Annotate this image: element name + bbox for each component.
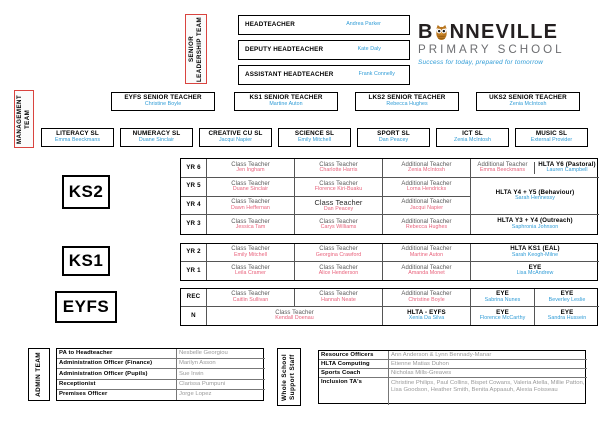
subject-lead-creative-name: Jacqui Napier bbox=[218, 137, 253, 144]
ks2-yr3-label: YR 3 bbox=[186, 220, 201, 228]
ks2-yr6-teacher4[interactable] bbox=[471, 162, 535, 174]
subject-lead-literacy-title: LITERACY SL bbox=[56, 130, 99, 138]
admin-row-role bbox=[57, 380, 177, 390]
eyfs-rec-eye1-name: Sabrina Nunes bbox=[484, 296, 521, 303]
subject-lead-sport-name: Dan Peacey bbox=[378, 137, 409, 144]
ks2-yr4-teacher2-role: Class Teacher bbox=[314, 197, 363, 207]
management-team-text: MANAGEMENT TEAM bbox=[16, 94, 31, 144]
support-role-2: Sports Coach bbox=[321, 369, 361, 376]
support-name-3: Christine Philips, Paul Collins, Bispet Cowans, Valeria Atella, Millie Patton, Lisa Goodson, Heather Smith, Benita Appaauh, Alexia Foisseau bbox=[391, 380, 585, 393]
support-role-0: Resource Officers bbox=[321, 351, 374, 358]
eyfs-nursery-label: N bbox=[191, 311, 196, 319]
ks2-yr6-teacher1-role: Class Teacher bbox=[231, 161, 270, 168]
ks1-yr1-teacher1-name: Leila Cramer bbox=[235, 270, 266, 277]
eyfs-rec-teacher1[interactable] bbox=[207, 289, 295, 307]
admin-name-0: Nesbelle Georgiou bbox=[179, 350, 228, 357]
subject-lead-creative[interactable] bbox=[199, 128, 272, 147]
subject-lead-sport[interactable] bbox=[357, 128, 430, 147]
eyfs-rec-teacher1-role: Class Teacher bbox=[231, 291, 270, 298]
senior-teacher-uks2[interactable] bbox=[476, 92, 580, 111]
ks1-yr1-eye-role: EYE bbox=[528, 263, 542, 271]
logo-wordmark: B NNEVILLE bbox=[418, 21, 559, 43]
eyfs-nursery-eye2-role: EYE bbox=[560, 308, 574, 316]
ks2-yr4-teacher2-name: Dan Peacey bbox=[323, 205, 354, 212]
support-row-name bbox=[389, 378, 587, 405]
ks1-grid bbox=[180, 243, 598, 281]
ks2-yr6-teacher3-name: Zenia McIntosh bbox=[408, 167, 445, 174]
eyfs-nursery-eye2[interactable] bbox=[535, 307, 599, 325]
subject-lead-music-name: External Provider bbox=[530, 137, 573, 144]
subject-lead-creative-title: CREATIVE CU SL bbox=[208, 130, 263, 138]
senior-teacher-lks2[interactable] bbox=[355, 92, 459, 111]
ks2-hlta-y4-y5-role: HLTA Y4 + Y5 (Behaviour) bbox=[495, 188, 575, 196]
admin-row-name bbox=[177, 390, 265, 400]
ks2-yr6-teacher2-role: Class Teacher bbox=[319, 161, 358, 168]
eyfs-nursery-eye1-role: EYE bbox=[496, 308, 509, 316]
senior-leadership-team-text: SENIOR LEADERSHIP TEAM bbox=[188, 16, 203, 82]
headteacher-name: Andrea Parker bbox=[346, 21, 381, 28]
ks1-yr1-teacher1-role: Class Teacher bbox=[231, 264, 270, 271]
subject-lead-sport-title: SPORT SL bbox=[377, 130, 410, 138]
ks2-hlta-y4-y5[interactable] bbox=[471, 178, 599, 216]
stage-tag-ks2-text: KS2 bbox=[68, 182, 104, 201]
school-logo bbox=[418, 22, 588, 66]
ks2-yr5-teacher1-role: Class Teacher bbox=[231, 180, 270, 187]
admin-team-label bbox=[28, 348, 50, 401]
support-staff-label bbox=[277, 348, 301, 406]
admin-row-name bbox=[177, 359, 265, 369]
ks2-yr3-teacher1-role: Class Teacher bbox=[231, 218, 270, 225]
senior-teacher-eyfs-name: Christine Boyle bbox=[144, 101, 182, 108]
eyfs-rec-eye1[interactable] bbox=[471, 289, 535, 307]
ks1-row-yr1-year bbox=[181, 262, 207, 280]
admin-role-2: Administration Officer (Pupils) bbox=[59, 370, 148, 377]
ks2-row-yr3-year bbox=[181, 215, 207, 234]
eyfs-rec-label: REC bbox=[186, 293, 201, 301]
support-role-1: HLTA Computing bbox=[321, 360, 370, 367]
admin-name-4: Jorge Lopez bbox=[179, 391, 212, 398]
ks1-yr2-teacher3[interactable] bbox=[383, 244, 471, 262]
admin-table bbox=[56, 348, 264, 401]
ks2-row-yr4-year bbox=[181, 197, 207, 216]
ks1-yr2-teacher3-name: Martine Auton bbox=[409, 251, 444, 258]
ks2-yr6-hlta[interactable] bbox=[535, 162, 599, 174]
stage-tag-eyfs-text: EYFS bbox=[62, 297, 110, 316]
subject-lead-numeracy[interactable] bbox=[120, 128, 193, 147]
ks2-yr3-teacher2-name: Carys Williams bbox=[320, 224, 357, 230]
ks2-hlta-y3-y4[interactable] bbox=[471, 215, 599, 234]
ks1-yr2-teacher2-role: Class Teacher bbox=[319, 246, 358, 253]
eyfs-rec-teacher2-role: Class Teacher bbox=[319, 291, 358, 298]
eyfs-nursery-eye2-name: Sandra Hussein bbox=[547, 315, 587, 322]
ks2-yr3-teacher1[interactable] bbox=[207, 215, 295, 234]
ks2-yr4-teacher1-name: Dawn Heffernan bbox=[231, 204, 270, 211]
eyfs-nursery-hlta[interactable] bbox=[383, 307, 471, 325]
eyfs-nursery-eye1[interactable] bbox=[471, 307, 535, 325]
ks2-hlta-y3-y4-name: Saphronia Johnson bbox=[511, 224, 559, 231]
support-name-2: Nicholas Mills-Greaves bbox=[391, 369, 452, 376]
ks2-yr5-teacher2[interactable] bbox=[295, 178, 383, 197]
ks2-yr5-teacher3-role: Additional Teacher bbox=[401, 180, 452, 187]
ks2-yr6-extra[interactable] bbox=[471, 159, 599, 178]
ks2-yr6-hlta-role: HLTA Y6 (Pastoral) bbox=[538, 160, 596, 168]
ks2-yr3-teacher1-name: Jessica Tam bbox=[235, 224, 266, 230]
ks2-yr5-teacher3-name: Lorna Hendricks bbox=[406, 186, 447, 192]
ks1-yr1-teacher3-role: Additional Teacher bbox=[401, 264, 452, 271]
owl-icon bbox=[434, 24, 449, 41]
ks2-yr3-teacher2[interactable] bbox=[295, 215, 383, 234]
admin-row-role bbox=[57, 359, 177, 369]
deputy-headteacher-name: Kate Daly bbox=[357, 46, 381, 53]
ks1-yr2-teacher1[interactable] bbox=[207, 244, 295, 262]
ks2-yr3-teacher2-role: Class Teacher bbox=[319, 218, 358, 225]
support-row-role bbox=[319, 369, 389, 378]
senior-teacher-lks2-title: LKS2 SENIOR TEACHER bbox=[368, 94, 446, 102]
ks2-yr4-teacher3-role: Additional Teacher bbox=[401, 199, 452, 206]
eyfs-rec-eye1-role: EYE bbox=[496, 290, 509, 298]
subject-lead-science-title: SCIENCE SL bbox=[294, 130, 335, 138]
subject-lead-ict-name: Zenia McIntosh bbox=[454, 137, 491, 144]
ks1-yr1-teacher2-name: Alice Henderson bbox=[318, 270, 359, 277]
stage-tag-ks1 bbox=[62, 246, 110, 276]
senior-teacher-ks1-title: KS1 SENIOR TEACHER bbox=[249, 94, 323, 102]
support-row-role bbox=[319, 360, 389, 369]
subject-lead-literacy[interactable] bbox=[41, 128, 114, 147]
ks1-yr1-teacher1[interactable] bbox=[207, 262, 295, 280]
subject-lead-ict-title: ICT SL bbox=[462, 130, 483, 138]
admin-row-name bbox=[177, 369, 265, 379]
eyfs-rec-eye2[interactable] bbox=[535, 289, 599, 307]
ks2-hlta-y3-y4-role: HLTA Y3 + Y4 (Outreach) bbox=[497, 217, 573, 225]
ks1-yr2-hlta-name: Sarah Keogh-Milne bbox=[511, 251, 559, 258]
ks2-yr4-teacher1[interactable] bbox=[207, 197, 295, 216]
eyfs-rec-eye2-name: Beverley Leslie bbox=[548, 296, 586, 303]
eyfs-nursery-eye1-name: Florence McCarthy bbox=[479, 315, 526, 322]
ks2-hlta-y4-y5-name: Sarah Hennessy bbox=[515, 195, 555, 202]
ks1-yr1-teacher3[interactable] bbox=[383, 262, 471, 280]
admin-row-role bbox=[57, 349, 177, 359]
ks1-yr2-teacher3-role: Additional Teacher bbox=[401, 246, 452, 253]
logo-tagline: Success for today, prepared for tomorrow bbox=[418, 58, 544, 66]
ks2-yr6-teacher1-name: Jen Ingham bbox=[236, 167, 265, 174]
senior-teacher-uks2-title: UKS2 SENIOR TEACHER bbox=[489, 94, 567, 102]
support-row-role bbox=[319, 351, 389, 360]
eyfs-rec-teacher3-name: Christine Boyle bbox=[408, 296, 445, 303]
senior-teacher-uks2-name: Zenia McIntosh bbox=[509, 101, 547, 108]
ks1-row-yr2-year bbox=[181, 244, 207, 262]
admin-row-name bbox=[177, 380, 265, 390]
support-row-role bbox=[319, 378, 389, 405]
support-row-name bbox=[389, 360, 587, 369]
ks1-yr2-teacher2[interactable] bbox=[295, 244, 383, 262]
senior-teacher-lks2-name: Rebecca Hughes bbox=[386, 101, 428, 108]
ks2-yr4-teacher3[interactable] bbox=[383, 197, 471, 216]
role-box-headteacher[interactable] bbox=[238, 15, 410, 35]
ks1-yr2-teacher2-name: Georgina Crawford bbox=[315, 251, 362, 258]
ks2-row-yr5-year bbox=[181, 178, 207, 197]
ks2-row-yr6-year bbox=[181, 159, 207, 178]
ks1-yr2-hlta[interactable] bbox=[471, 244, 599, 262]
eyfs-nursery-teacher[interactable] bbox=[207, 307, 383, 325]
ks2-yr5-teacher2-name: Florence Kiri-Buaku bbox=[314, 186, 363, 192]
management-team-label bbox=[14, 90, 34, 148]
senior-leadership-team-label bbox=[185, 14, 207, 84]
stage-tag-eyfs bbox=[55, 291, 117, 323]
ks2-yr6-teacher4-name: Emma Beeckmans bbox=[479, 167, 526, 174]
ks1-yr2-teacher1-name: Emily Mitchell bbox=[233, 251, 268, 258]
subject-lead-ict[interactable] bbox=[436, 128, 509, 147]
ks1-yr2-teacher1-role: Class Teacher bbox=[231, 246, 270, 253]
support-name-0: Ann Anderson & Lynn Bennady-Manar bbox=[391, 351, 492, 358]
eyfs-grid bbox=[180, 288, 598, 326]
senior-teacher-ks1-name: Martine Auton bbox=[269, 101, 303, 108]
ks2-yr4-teacher3-name: Jacqui Napier bbox=[409, 204, 444, 211]
eyfs-rec-teacher1-name: Caitlin Sullivan bbox=[232, 296, 269, 303]
ks2-yr6-teacher1[interactable] bbox=[207, 159, 295, 178]
senior-teacher-eyfs-title: EYFS SENIOR TEACHER bbox=[124, 94, 202, 102]
admin-row-name bbox=[177, 349, 265, 359]
eyfs-nursery-hlta-name: Xenia Da Silva bbox=[408, 315, 445, 322]
eyfs-rec-teacher2[interactable] bbox=[295, 289, 383, 307]
ks1-yr2-label: YR 2 bbox=[186, 248, 201, 256]
admin-role-0: PA to Headteacher bbox=[59, 350, 113, 357]
ks1-yr1-teacher2-role: Class Teacher bbox=[319, 264, 358, 271]
ks2-yr6-teacher2[interactable] bbox=[295, 159, 383, 178]
ks1-yr1-teacher3-name: Amanda Monet bbox=[408, 270, 445, 277]
subject-lead-literacy-name: Emma Beeckmans bbox=[54, 137, 101, 144]
ks1-yr2-hlta-role: HLTA KS1 (EAL) bbox=[510, 245, 560, 253]
ks1-yr1-eye-name: Lisa McAndrew bbox=[516, 270, 554, 277]
subject-lead-science[interactable] bbox=[278, 128, 351, 147]
admin-role-3: Receptionist bbox=[59, 380, 96, 387]
ks2-yr5-teacher1[interactable] bbox=[207, 178, 295, 197]
eyfs-nursery-teacher-name: Kendall Doenau bbox=[275, 315, 314, 322]
eyfs-nursery-hlta-role: HLTA - EYFS bbox=[407, 308, 446, 316]
eyfs-row-nursery-year bbox=[181, 307, 207, 325]
eyfs-rec-teacher3-role: Additional Teacher bbox=[401, 291, 452, 298]
support-staff-table bbox=[318, 350, 586, 404]
assistant-headteacher-name: Frank Connelly bbox=[358, 71, 395, 78]
ks2-yr6-teacher3[interactable] bbox=[383, 159, 471, 178]
ks2-yr5-teacher1-name: Duane Sinclair bbox=[232, 186, 269, 192]
support-row-name bbox=[389, 369, 587, 378]
eyfs-rec-eye2-role: EYE bbox=[560, 290, 574, 298]
ks2-yr6-teacher2-name: Charlotte Harris bbox=[319, 167, 358, 174]
admin-row-role bbox=[57, 369, 177, 379]
subject-lead-numeracy-name: Duane Sinclair bbox=[138, 137, 175, 144]
admin-name-3: Clarissa Pumpuni bbox=[179, 380, 226, 387]
eyfs-rec-teacher2-name: Hannah Neate bbox=[321, 296, 356, 303]
ks2-yr3-teacher3[interactable] bbox=[383, 215, 471, 234]
ks1-yr1-label: YR 1 bbox=[186, 266, 201, 274]
admin-team-text: ADMIN TEAM bbox=[35, 352, 42, 397]
admin-name-1: Marilyn Asson bbox=[179, 360, 216, 367]
stage-tag-ks2 bbox=[62, 175, 110, 209]
ks2-yr5-label: YR 5 bbox=[186, 182, 201, 190]
senior-teacher-eyfs[interactable] bbox=[111, 92, 215, 111]
assistant-headteacher-title: ASSISTANT HEADTEACHER bbox=[245, 70, 334, 78]
deputy-headteacher-title: DEPUTY HEADTEACHER bbox=[245, 45, 324, 53]
stage-tag-ks1-text: KS1 bbox=[68, 251, 104, 270]
ks2-grid bbox=[180, 158, 598, 235]
admin-name-2: Sue Irwin bbox=[179, 370, 204, 377]
admin-role-1: Administration Officer (Finance) bbox=[59, 360, 153, 367]
support-role-3: Inclusion TA's bbox=[321, 379, 362, 385]
ks2-yr4-teacher2[interactable] bbox=[295, 197, 383, 216]
ks1-yr1-eye[interactable] bbox=[471, 262, 599, 280]
senior-teacher-ks1[interactable] bbox=[234, 92, 338, 111]
subject-lead-science-name: Emily Mitchell bbox=[297, 137, 332, 144]
ks2-yr6-teacher4-role: Additional Teacher bbox=[477, 161, 528, 168]
ks2-yr5-teacher3[interactable] bbox=[383, 178, 471, 197]
subject-lead-music-title: MUSIC SL bbox=[535, 130, 568, 138]
ks2-yr6-teacher3-role: Additional Teacher bbox=[401, 161, 452, 168]
subject-lead-numeracy-title: NUMERACY SL bbox=[132, 130, 181, 138]
ks1-yr1-teacher2[interactable] bbox=[295, 262, 383, 280]
logo-subtitle: PRIMARY SCHOOL bbox=[418, 43, 565, 56]
support-staff-text: Whole School Support Staff bbox=[281, 353, 296, 401]
ks2-yr5-teacher2-role: Class Teacher bbox=[319, 180, 358, 187]
headteacher-title: HEADTEACHER bbox=[245, 20, 295, 28]
ks2-yr4-label: YR 4 bbox=[186, 201, 201, 209]
eyfs-nursery-teacher-role: Class Teacher bbox=[275, 309, 314, 316]
ks2-yr4-teacher1-role: Class Teacher bbox=[231, 199, 270, 206]
admin-row-role bbox=[57, 390, 177, 400]
subject-lead-music[interactable] bbox=[515, 128, 588, 147]
support-name-1: Etienne Matias Duhon bbox=[391, 360, 449, 367]
support-row-name bbox=[389, 351, 587, 360]
ks2-yr3-teacher3-role: Additional Teacher bbox=[401, 218, 452, 225]
ks2-yr6-hlta-name: Lauren Campbell bbox=[546, 167, 588, 174]
eyfs-rec-teacher3[interactable] bbox=[383, 289, 471, 307]
role-box-assistant-headteacher[interactable] bbox=[238, 65, 410, 85]
eyfs-row-rec-year bbox=[181, 289, 207, 307]
admin-role-4: Premises Officer bbox=[59, 391, 108, 398]
ks2-yr3-teacher3-name: Rebecca Hughes bbox=[405, 224, 448, 230]
ks2-yr6-label: YR 6 bbox=[186, 163, 201, 171]
role-box-deputy-headteacher[interactable] bbox=[238, 40, 410, 60]
